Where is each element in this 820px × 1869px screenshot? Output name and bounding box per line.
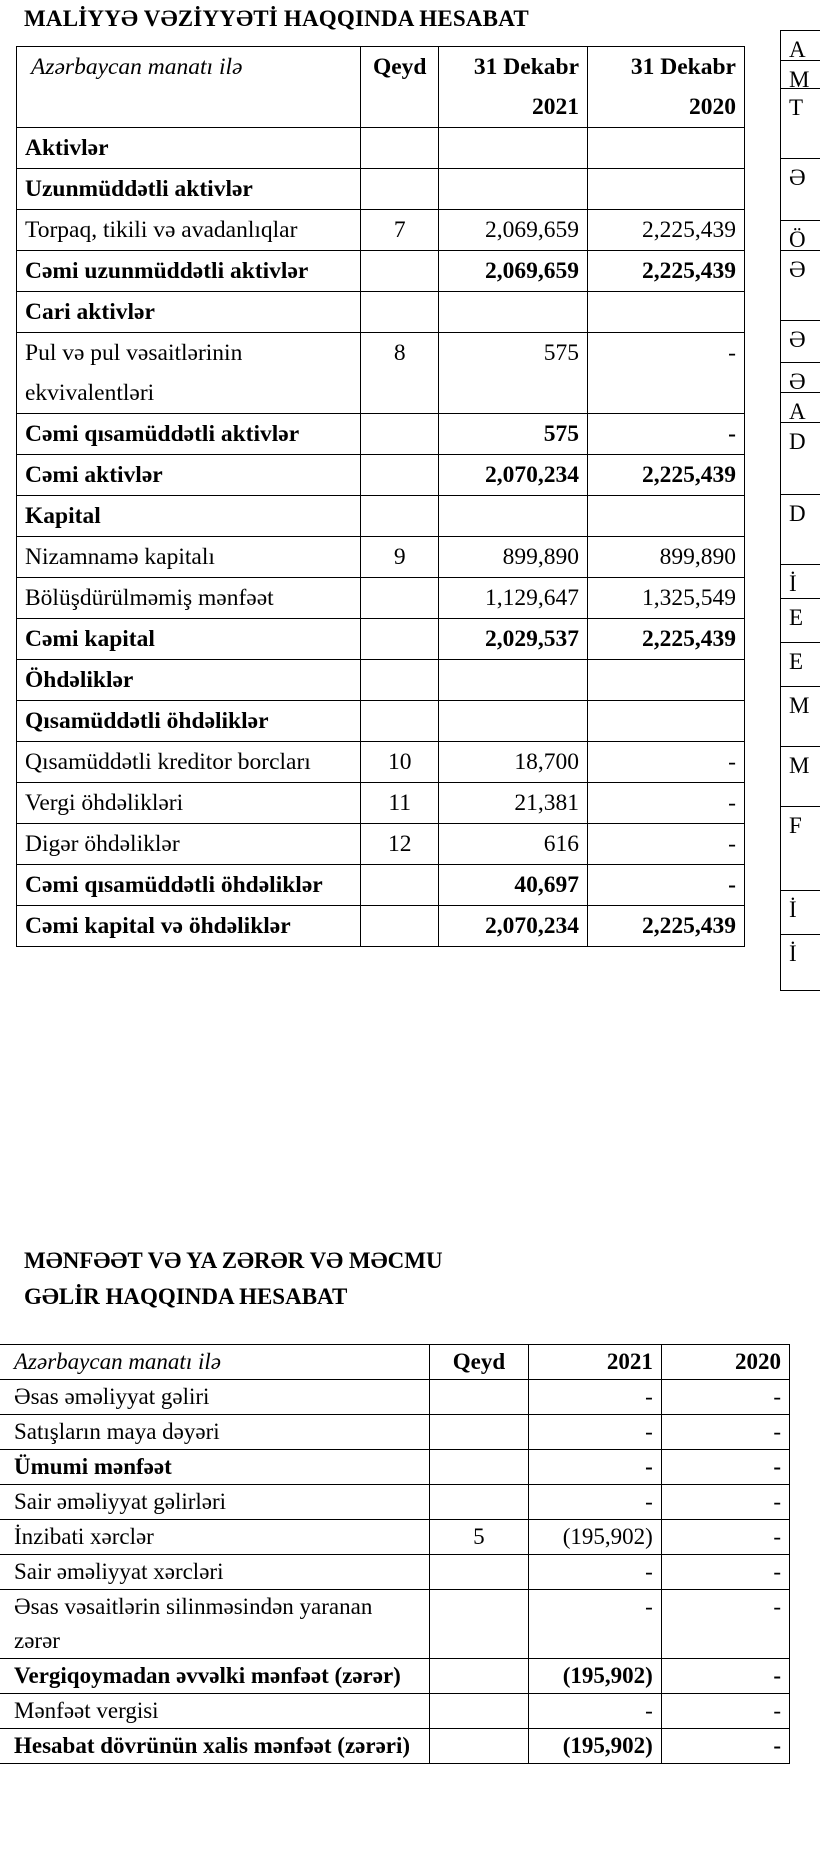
- row-note: [361, 292, 439, 333]
- row-value-2020: 2,225,439: [588, 906, 745, 947]
- table-row: [0, 1729, 790, 1764]
- header-2021: 2021: [529, 1345, 662, 1380]
- row-value-2021: [439, 292, 588, 333]
- table-row: [0, 1450, 790, 1485]
- row-value-2020: -: [588, 783, 745, 824]
- row-label: Qısamüddətli kreditor borcları: [17, 742, 361, 783]
- clipped-cell-fragment: D: [780, 494, 820, 564]
- row-value-2020: 2,225,439: [588, 455, 745, 496]
- row-value-2020: -: [588, 414, 745, 455]
- row-label: Uzunmüddətli aktivlər: [17, 169, 361, 210]
- row-value-2021: 40,697: [439, 865, 588, 906]
- table-row: [17, 578, 745, 619]
- row-value-2020: 2,225,439: [588, 251, 745, 292]
- clipped-cell-fragment: İ: [780, 934, 820, 990]
- row-value-2021: [439, 496, 588, 537]
- row-note: [361, 906, 439, 947]
- row-value-2021: 1,129,647: [439, 578, 588, 619]
- row-label: Sair əməliyyat gəlirləri: [0, 1485, 429, 1520]
- row-value-2021: 21,381: [439, 783, 588, 824]
- row-note: [361, 619, 439, 660]
- row-value-2021: 2,069,659: [439, 210, 588, 251]
- row-value-2020: -: [661, 1555, 789, 1590]
- clipped-cell-fragment: Ə: [780, 320, 820, 362]
- row-label: Vergiqoymadan əvvəlki mənfəət (zərər): [0, 1659, 429, 1694]
- row-label: Vergi öhdəlikləri: [17, 783, 361, 824]
- row-note: [429, 1380, 529, 1415]
- balance-sheet-title: MALİYYƏ VƏZİYYƏTİ HAQQINDA HESABAT: [24, 6, 529, 31]
- row-value-2020: 1,325,549: [588, 578, 745, 619]
- row-note: [361, 701, 439, 742]
- income-title-line1: MƏNFƏƏT VƏ YA ZƏRƏR VƏ MƏCMU: [24, 1248, 443, 1273]
- row-value-2021: 575: [439, 333, 588, 414]
- row-label: Qısamüddətli öhdəliklər: [17, 701, 361, 742]
- row-note: [429, 1694, 529, 1729]
- row-label: Cəmi aktivlər: [17, 455, 361, 496]
- row-value-2021: [439, 701, 588, 742]
- row-note: [361, 578, 439, 619]
- row-label: Cəmi qısamüddətli öhdəliklər: [17, 865, 361, 906]
- row-note: [361, 169, 439, 210]
- table-row: [17, 865, 745, 906]
- row-value-2020: -: [588, 865, 745, 906]
- header-caption: Azərbaycan manatı ilə: [0, 1345, 429, 1380]
- row-value-2021: 575: [439, 414, 588, 455]
- row-value-2021: (195,902): [529, 1659, 662, 1694]
- row-value-2020: -: [588, 333, 745, 414]
- row-value-2020: 2,225,439: [588, 619, 745, 660]
- table-row: [17, 783, 745, 824]
- table-row: [17, 619, 745, 660]
- row-note: [429, 1485, 529, 1520]
- table-row: [0, 1380, 790, 1415]
- row-note: 7: [361, 210, 439, 251]
- row-value-2021: 616: [439, 824, 588, 865]
- row-value-2020: -: [661, 1415, 789, 1450]
- row-note: [429, 1555, 529, 1590]
- row-value-2020: -: [588, 742, 745, 783]
- table-header-row: [17, 47, 745, 128]
- table-row: [17, 537, 745, 578]
- clipped-cell-fragment: M: [780, 686, 820, 746]
- row-value-2021: 2,070,234: [439, 455, 588, 496]
- row-label: Pul və pul vəsaitlərinin ekvivalentləri: [17, 333, 361, 414]
- row-label: Əsas əməliyyat gəliri: [0, 1380, 429, 1415]
- row-label: Öhdəliklər: [17, 660, 361, 701]
- row-value-2020: 899,890: [588, 537, 745, 578]
- clipped-cell-fragment: Ö: [780, 220, 820, 250]
- clipped-cell-fragment: İ: [780, 564, 820, 598]
- row-value-2020: -: [661, 1450, 789, 1485]
- row-label: Ümumi mənfəət: [0, 1450, 429, 1485]
- row-note: 5: [429, 1520, 529, 1555]
- row-value-2020: -: [661, 1659, 789, 1694]
- row-value-2021: 2,029,537: [439, 619, 588, 660]
- clipped-table-bottom-border: [780, 990, 820, 991]
- row-value-2021: -: [529, 1380, 662, 1415]
- row-note: [361, 865, 439, 906]
- row-value-2021: [439, 169, 588, 210]
- clipped-cell-fragment: A: [780, 30, 820, 60]
- row-value-2020: [588, 128, 745, 169]
- table-row: [17, 333, 745, 414]
- row-value-2021: -: [529, 1694, 662, 1729]
- row-value-2020: [588, 292, 745, 333]
- balance-sheet-table: [16, 46, 745, 947]
- row-note: [361, 660, 439, 701]
- row-label: Cari aktivlər: [17, 292, 361, 333]
- row-value-2021: -: [529, 1415, 662, 1450]
- table-row: [17, 496, 745, 537]
- row-note: [429, 1659, 529, 1694]
- row-note: 10: [361, 742, 439, 783]
- table-header-row: [0, 1345, 790, 1380]
- row-value-2020: [588, 496, 745, 537]
- clipped-cell-fragment: Ə: [780, 250, 820, 320]
- row-value-2020: -: [661, 1485, 789, 1520]
- header-2020: 31 Dekabr 2020: [588, 47, 745, 128]
- row-value-2021: 18,700: [439, 742, 588, 783]
- table-row: [0, 1590, 790, 1659]
- clipped-cell-fragment: M: [780, 60, 820, 88]
- clipped-side-table: [780, 30, 810, 1243]
- table-row: [17, 128, 745, 169]
- clipped-cell-fragment: M: [780, 746, 820, 806]
- clipped-cell-fragment: F: [780, 806, 820, 890]
- table-row: [17, 455, 745, 496]
- row-value-2020: -: [661, 1520, 789, 1555]
- clipped-cell-fragment: A: [780, 392, 820, 422]
- row-value-2021: -: [529, 1555, 662, 1590]
- row-label: Cəmi kapital: [17, 619, 361, 660]
- table-row: [17, 742, 745, 783]
- row-label: Cəmi uzunmüddətli aktivlər: [17, 251, 361, 292]
- row-label: Kapital: [17, 496, 361, 537]
- row-note: [361, 414, 439, 455]
- table-row: [0, 1694, 790, 1729]
- row-label: Satışların maya dəyəri: [0, 1415, 429, 1450]
- row-value-2021: -: [529, 1590, 662, 1659]
- table-row: [0, 1555, 790, 1590]
- row-label: Əsas vəsaitlərin silinməsindən yaranan zərər: [0, 1590, 429, 1659]
- header-caption: Azərbaycan manatı ilə: [17, 47, 361, 128]
- table-row: [17, 414, 745, 455]
- row-label: Aktivlər: [17, 128, 361, 169]
- clipped-cell-fragment: Ə: [780, 362, 820, 392]
- clipped-cell-fragment: D: [780, 422, 820, 494]
- row-value-2020: -: [588, 824, 745, 865]
- row-note: [429, 1729, 529, 1764]
- row-note: [429, 1450, 529, 1485]
- income-title-line2: GƏLİR HAQQINDA HESABAT: [24, 1284, 348, 1309]
- row-label: İnzibati xərclər: [0, 1520, 429, 1555]
- row-value-2021: [439, 660, 588, 701]
- row-note: 9: [361, 537, 439, 578]
- clipped-cell-fragment: E: [780, 642, 820, 686]
- table-row: [17, 701, 745, 742]
- clipped-cell-fragment: T: [780, 88, 820, 158]
- table-row: [0, 1520, 790, 1555]
- row-note: [361, 251, 439, 292]
- row-value-2020: -: [661, 1590, 789, 1659]
- header-2021: 31 Dekabr 2021: [439, 47, 588, 128]
- row-label: Sair əməliyyat xərcləri: [0, 1555, 429, 1590]
- clipped-cell-fragment: E: [780, 598, 820, 642]
- row-note: 8: [361, 333, 439, 414]
- row-value-2020: 2,225,439: [588, 210, 745, 251]
- clipped-cell-fragment: İ: [780, 890, 820, 934]
- row-note: [361, 496, 439, 537]
- row-value-2020: -: [661, 1380, 789, 1415]
- row-note: [429, 1415, 529, 1450]
- header-note: Qeyd: [429, 1345, 529, 1380]
- table-row: [17, 660, 745, 701]
- row-value-2021: 2,069,659: [439, 251, 588, 292]
- row-value-2021: (195,902): [529, 1729, 662, 1764]
- row-value-2020: [588, 660, 745, 701]
- row-value-2021: -: [529, 1485, 662, 1520]
- row-label: Bölüşdürülməmiş mənfəət: [17, 578, 361, 619]
- row-label: Digər öhdəliklər: [17, 824, 361, 865]
- table-row: [17, 169, 745, 210]
- table-row: [17, 292, 745, 333]
- row-value-2020: [588, 169, 745, 210]
- table-row: [17, 906, 745, 947]
- header-note: Qeyd: [361, 47, 439, 128]
- row-label: Mənfəət vergisi: [0, 1694, 429, 1729]
- row-note: [361, 455, 439, 496]
- row-value-2020: -: [661, 1729, 789, 1764]
- table-row: [0, 1485, 790, 1520]
- income-statement-title: [24, 1243, 443, 1315]
- row-value-2021: -: [529, 1450, 662, 1485]
- row-value-2021: [439, 128, 588, 169]
- table-row: [17, 210, 745, 251]
- row-label: Nizamnamə kapitalı: [17, 537, 361, 578]
- row-label: Cəmi kapital və öhdəliklər: [17, 906, 361, 947]
- row-label: Torpaq, tikili və avadanlıqlar: [17, 210, 361, 251]
- row-note: 11: [361, 783, 439, 824]
- row-value-2021: 899,890: [439, 537, 588, 578]
- header-2020: 2020: [661, 1345, 789, 1380]
- row-note: [429, 1590, 529, 1659]
- table-row: [0, 1415, 790, 1450]
- row-value-2020: -: [661, 1694, 789, 1729]
- row-note: 12: [361, 824, 439, 865]
- row-label: Cəmi qısamüddətli aktivlər: [17, 414, 361, 455]
- table-row: [17, 251, 745, 292]
- row-note: [361, 128, 439, 169]
- row-label: Hesabat dövrünün xalis mənfəət (zərəri): [0, 1729, 429, 1764]
- row-value-2020: [588, 701, 745, 742]
- row-value-2021: 2,070,234: [439, 906, 588, 947]
- clipped-cell-fragment: Ə: [780, 158, 820, 220]
- table-row: [0, 1659, 790, 1694]
- table-row: [17, 824, 745, 865]
- income-statement-table: [0, 1344, 790, 1764]
- row-value-2021: (195,902): [529, 1520, 662, 1555]
